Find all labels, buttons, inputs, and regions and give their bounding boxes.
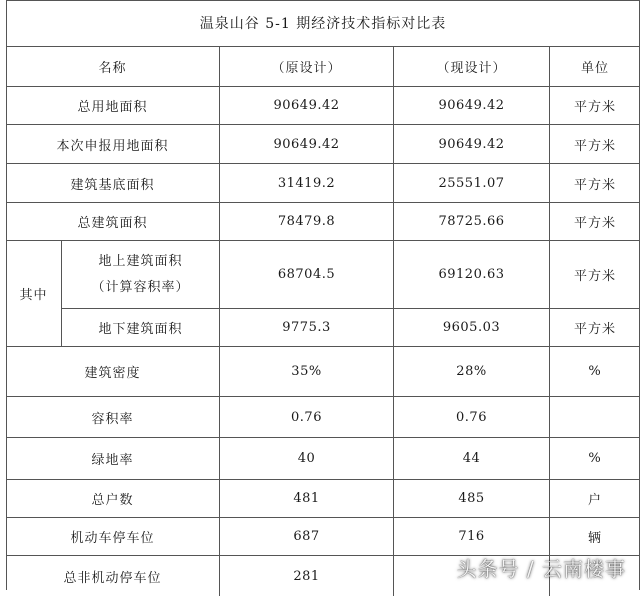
row-current-value: 25551.07 bbox=[394, 164, 550, 202]
row-name: 总用地面积 bbox=[6, 87, 220, 124]
table-row bbox=[6, 397, 640, 438]
watermark: 头条号 / 云南楼事 bbox=[456, 557, 626, 581]
row-unit: % bbox=[588, 451, 602, 466]
row-current-value: 716 bbox=[394, 518, 550, 555]
subrow-unit: 平方米 bbox=[573, 269, 616, 284]
row-unit: 户 bbox=[587, 493, 602, 508]
row-current-value: 485 bbox=[394, 480, 550, 517]
table-row bbox=[6, 125, 640, 164]
subrow-unit: 平方米 bbox=[573, 322, 616, 337]
row-original-value: 90649.42 bbox=[220, 125, 394, 163]
table-row bbox=[6, 480, 640, 518]
row-current-value: 28% bbox=[394, 347, 550, 396]
row-current-value: 44 bbox=[394, 438, 550, 479]
subrow-original-value: 68704.5 bbox=[220, 241, 394, 308]
row-unit: 辆 bbox=[587, 531, 602, 546]
row-name: 总户数 bbox=[6, 480, 220, 517]
table-row bbox=[6, 203, 640, 241]
subrow-current-value: 9605.03 bbox=[394, 309, 550, 346]
group-label: 其中 bbox=[6, 241, 62, 347]
subrow-name: 地下建筑面积 bbox=[62, 309, 220, 346]
row-name: 本次申报用地面积 bbox=[6, 125, 220, 163]
row-unit bbox=[550, 397, 640, 437]
row-unit: 平方米 bbox=[573, 138, 616, 154]
row-name: 机动车停车位 bbox=[6, 518, 220, 555]
row-original-value: 481 bbox=[220, 480, 394, 517]
row-name: 容积率 bbox=[6, 397, 220, 437]
row-original-value: 0.76 bbox=[220, 397, 394, 437]
row-unit: % bbox=[588, 364, 602, 379]
table-header-row bbox=[6, 47, 640, 87]
header-name: 名称 bbox=[6, 47, 220, 86]
row-name: 总建筑面积 bbox=[6, 203, 220, 240]
subrow-current-value: 69120.63 bbox=[394, 241, 550, 308]
row-current-value: 90649.42 bbox=[394, 87, 550, 124]
table-subrow bbox=[62, 241, 640, 309]
row-current-value: 0.76 bbox=[394, 397, 550, 437]
row-name: 建筑基底面积 bbox=[6, 164, 220, 202]
row-unit: 平方米 bbox=[573, 100, 616, 115]
header-unit: 单位 bbox=[580, 61, 609, 76]
row-original-value: 31419.2 bbox=[220, 164, 394, 202]
row-original-value: 78479.8 bbox=[220, 203, 394, 240]
row-original-value: 35% bbox=[220, 347, 394, 396]
row-current-value: 90649.42 bbox=[394, 125, 550, 163]
table-title: 温泉山谷 5-1 期经济技术指标对比表 bbox=[6, 0, 640, 47]
row-current-value: 78725.66 bbox=[394, 203, 550, 240]
row-unit: 平方米 bbox=[573, 177, 616, 193]
row-name: 总非机动停车位 bbox=[6, 556, 220, 596]
table-row bbox=[6, 87, 640, 125]
subrow-name-line1: 地上建筑面积 bbox=[98, 253, 183, 269]
row-unit: 平方米 bbox=[573, 216, 616, 231]
row-name: 建筑密度 bbox=[6, 347, 220, 396]
table-row bbox=[6, 438, 640, 480]
row-original-value: 40 bbox=[220, 438, 394, 479]
subrow-original-value: 9775.3 bbox=[220, 309, 394, 346]
row-original-value: 687 bbox=[220, 518, 394, 555]
table-row bbox=[6, 518, 640, 556]
row-original-value: 281 bbox=[220, 556, 394, 596]
subrow-name-line2: （计算容积率） bbox=[91, 279, 190, 295]
table-row bbox=[6, 164, 640, 203]
subrow-name bbox=[62, 241, 220, 308]
row-original-value: 90649.42 bbox=[220, 87, 394, 124]
header-original: （原设计） bbox=[220, 47, 394, 86]
table-row bbox=[6, 347, 640, 397]
table-subrow bbox=[62, 309, 640, 347]
header-current: （现设计） bbox=[394, 47, 550, 86]
row-name: 绿地率 bbox=[6, 438, 220, 479]
